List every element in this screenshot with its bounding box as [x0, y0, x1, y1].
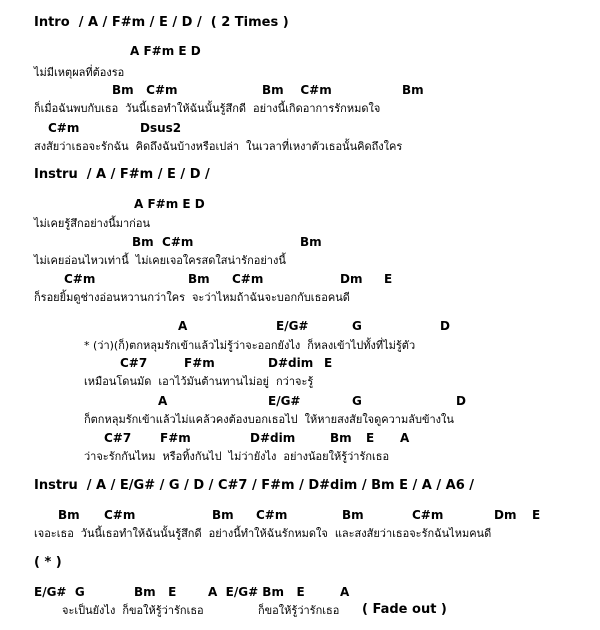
chord: C#m: [104, 508, 136, 522]
chord: D#dim: [250, 431, 296, 445]
chord: C#m: [232, 272, 264, 286]
chord: A: [178, 319, 188, 333]
fade-out-marker: ( Fade out ): [362, 602, 447, 617]
lyric-line: ก็รอยยิ้มดูช่างอ่อนหวานกว่าใคร จะว่าไหมถ้าฉันจะบอกกับเธอคนดี: [34, 291, 350, 304]
lyric-line: ไม่มีเหตุผลที่ต้องรอ: [34, 66, 125, 79]
lyric-line: ก็ตกหลุมรักเข้าแล้วไม่แคล้วคงต้องบอกเธอไป ให้หายสงสัยใจดูความลับข้างใน: [84, 413, 454, 426]
chord: C#7: [104, 431, 132, 445]
chord: E/G# G: [34, 585, 85, 599]
lyric-line: สงสัยว่าเธอจะรักฉัน คิดถึงฉันบ้างหรือเปล่า ในเวลาที่เหงาตัวเธอนั้นคิดถึงใคร: [34, 140, 403, 153]
chord: A: [400, 431, 410, 445]
chord: A: [340, 585, 350, 599]
lyric-line: ว่าจะรักกันไหม หรือทิ้งกันไป ไม่ว่ายังไง อย่างน้อยให้รู้ว่ารักเธอ: [84, 450, 390, 463]
chord: C#7: [120, 356, 148, 370]
chord: E: [532, 508, 541, 522]
chord: G: [352, 319, 362, 333]
chord: F#m: [160, 431, 191, 445]
chord: F#m: [184, 356, 215, 370]
repeat-marker: ( * ): [34, 555, 62, 570]
chord: Bm C#m: [132, 235, 194, 249]
chord: Bm: [300, 235, 322, 249]
chord: C#m: [64, 272, 96, 286]
chord: Bm: [342, 508, 364, 522]
lyric-line: เจอะเธอ วันนี้เธอทำให้ฉันนั้นรู้สึกดี อย่างนี้ทำให้ฉันรักหมดใจ และสงสัยว่าเธอจะรักฉันไหมคนดี: [34, 527, 492, 540]
chord: Dsus2: [140, 121, 182, 135]
chord: C#m: [412, 508, 444, 522]
intro-heading: Intro / A / F#m / E / D / ( 2 Times ): [34, 15, 289, 30]
chord: E: [324, 356, 333, 370]
chord: G: [352, 394, 362, 408]
chord: E/G#: [268, 394, 301, 408]
chord-line: A F#m E D: [130, 44, 201, 58]
chord: D: [456, 394, 466, 408]
chord: C#m: [256, 508, 288, 522]
chord: D: [440, 319, 450, 333]
chord: Bm: [212, 508, 234, 522]
chord: Bm C#m: [112, 83, 178, 97]
chord: Bm C#m: [262, 83, 332, 97]
instru-heading: Instru / A / F#m / E / D /: [34, 167, 210, 182]
lyric-line: ก็เมื่อฉันพบกับเธอ วันนี้เธอทำให้ฉันนั้นรู้สึกดี อย่างนี้เกิดอาการรักหมดใจ: [34, 102, 381, 115]
chord: A E/G# Bm E: [208, 585, 305, 599]
lyric-line: จะเป็นยังไง ก็ขอให้รู้ว่ารักเธอ: [62, 604, 204, 617]
chord: Bm: [402, 83, 424, 97]
instru-heading: Instru / A / E/G# / G / D / C#7 / F#m / D#dim / Bm E / A / A6 /: [34, 478, 475, 493]
chord: Dm: [494, 508, 517, 522]
lyric-line: ไม่เคยอ่อนไหวเท่านี้ ไม่เคยเจอใครสดใสน่ารักอย่างนี้: [34, 254, 286, 267]
chord: E: [384, 272, 393, 286]
chord: E/G#: [276, 319, 309, 333]
chord: A: [158, 394, 168, 408]
lyric-line: ไม่เคยรู้สึกอย่างนี้มาก่อน: [34, 217, 150, 230]
lyric-line: * (ว่า)(ก็)ตกหลุมรักเข้าแล้วไม่รู้ว่าจะออกยังไง ก็หลงเข้าไปทั้งที่ไม่รู้ตัว: [84, 339, 416, 352]
lyric-line: ก็ขอให้รู้ว่ารักเธอ: [258, 604, 340, 617]
chord: E: [366, 431, 375, 445]
chord: Bm: [58, 508, 80, 522]
chord: Bm E: [134, 585, 177, 599]
chord: C#m: [48, 121, 80, 135]
lyric-line: เหมือนโดนมัด เอาไว้มันต้านทานไม่อยู่ กว่าจะรู้: [84, 375, 314, 388]
chord: Bm: [330, 431, 352, 445]
chord: Bm: [188, 272, 210, 286]
chord-line: A F#m E D: [134, 197, 205, 211]
chord: Dm: [340, 272, 363, 286]
chord: D#dim: [268, 356, 314, 370]
